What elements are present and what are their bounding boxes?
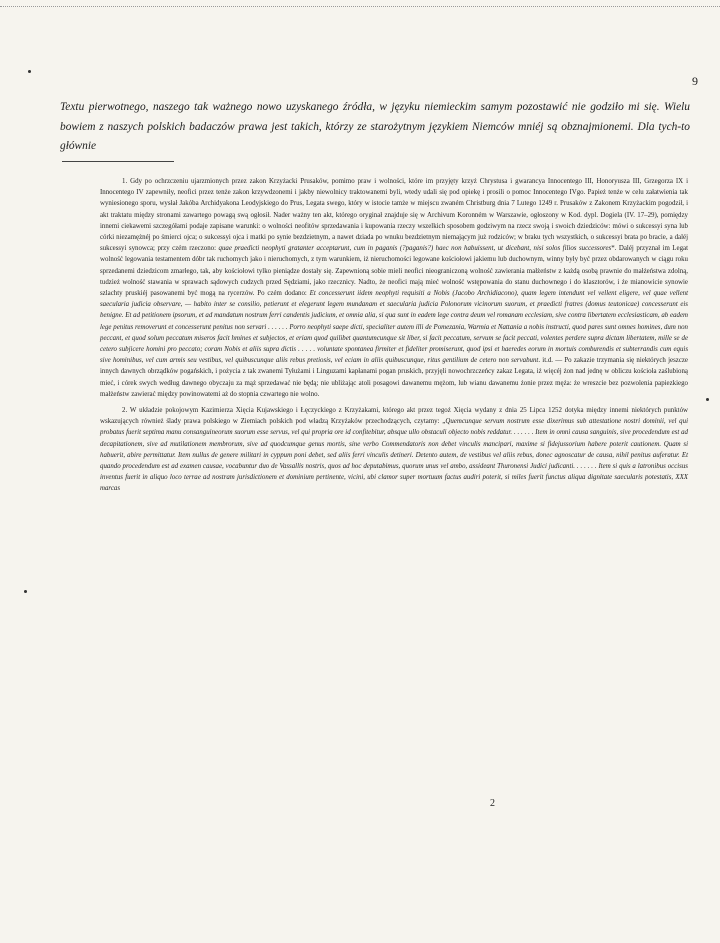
footnote-1-text: 1. Gdy po ochrzczeniu ujarzmionych przez zakon Krzyżacki Prusaków, pomimo praw i wolności, które im przyjęty krzyż Chrystusa i gwarancya Innocentego III, Honoryusza III, Grzegorza IX i Innocentego IV zapewniły, neofici przez tenże zakon krzywdzonemi i jakby niewolnicy traktowanemi byli, wtedy udali się pod opiekę i prosili o pomoc Innocentego IVgo. Papież tenże w celu załatwienia tak wyniesionego sporu, wysłał Jakóba Archidyakona Leodyjskiego do Prus, Legata swego, który w istocie tamże w miejscu zwaném Christburg dnia 7 Lutego 1249 r. Prusaków z Zakonem Krzyżackim pogodził, i akt traktatu między stronami zawartego powagą swą ogłosił. Nader ważny ten akt, którego oryginał znajduje się w Archivum Koronném w Warszawie, ogłoszony w Kod. dypl. Dogiela (IV. 17–29), pomiędzy innemi ciekawemi szczegółami podaje zapisane warunki: o wolności neofitów sprzedawania i kupowania rzeczy wszelkich sposobem godziwym na rzecz swoją i swoich dziedziców: mówi o sukcessyi syna lub córki niezamężnéj po śmierci ojca; o sukcessyi ojca i matki po synie bezdzietnym, a nawet dziada po wnuku bezdzietnym niemającym już rodziców; w braku tych wszystkich, o sukcessyi brata po bracie, a daléj sukcessyi synowca; przy czém rzeczono: [100, 178, 688, 253]
footnotes [100, 176, 688, 500]
footnote-1-latin-quote: quae praedicti neophyti gratanter acceptarunt, cum in paganis (?paganis?) haec non habuissent, ut dicebant, nisi solos filios successores [218, 245, 612, 253]
footnote-1 [100, 176, 688, 400]
printer-signature: 2 [490, 798, 495, 809]
scan-speck [706, 398, 709, 401]
footnote-1-text: . it.d. — Po zakazie trzymania się niektórych jeszcze innych dawnych obrządków pogańskich, i pożycia z tak zwanemi Tyłużami i Linguzami kapłanami pogan pruskich, przyjęli nowochrzczeńcy zakaz Legata, iż więcéj żon nad jednę w obliczu kościoła zaślubioną mieć, i córek swych według dawnego obyczaju za mąż sprzedawać nie będą; nie ubliżając atoli posagowi dawanemu mężom, lub wianu dawanemu żonie przez męża: że wreszcie bez pozwolenia papiezkiego małżeństw zawierać między powinowatemi aż do stopnia czwartego nie wolno. [100, 357, 688, 398]
footnote-separator [62, 161, 174, 162]
footnote-1-latin-quote: Et concesserunt iidem neophyti requisiti a Nobis (Jacobo Archidiacono), quam legem intendunt vel vellent eligere, vel quae vellent saecularia judicia observare, — habito inter se consilio, petierunt et elegerunt legem mundanam et saecularia judicia Polonorum vicinorum suorum, et praedicti fratres (domus teutonicae) concesserunt eis benigne. Et ad petitionem ipsorum, et ad mandatum nostrum ferri candentis judicium, et omnia alia, si qua sunt in eadem lege contra deum vel romanam ecclesiam, sive contra libertatem ecclesiasticam, ab eadem lege penitus removerunt et concesserunt penitus non servari . . . . . . Porro neophyti saepe dicti, specialiter autem illi de Pomezania, Warmia et Nattania a nobis instructi, quod pares sunt omnes homines, dum non peccant, et quod solum peccatum miseros facit hmines et subjectos, et eriam quod quilibet quantumcunque sit liber, si facit peccatum, servum se facit peccati, volentes perdere supra dictam libertatem, mille se de cetero subjicere homini pro peccato; coram Nobis et aliis supra dictis . . . . . voluntate spontanea firmiter et fideliter promiserunt, quod ipsi et haeredes eorum in mortuis comburendis et subterrandis cum equis sive hominibus, vel cum armis seu vestibus, vel quibuscunque aliis rebus pretiosis, vel eciam in aliis quibuscunque, ritus gentilium de cetero non servabunt [100, 290, 688, 365]
page-number: 9 [692, 74, 698, 88]
scan-speck [28, 70, 31, 73]
main-paragraph: Textu pierwotnego, naszego tak ważnego nowo uzyskanego źródła, w języku niemieckim samym pozostawić nie godziło mi się. Wielu bowiem z naszych polskich badaczów prawa jest takich, którzy ze starożytnym językiem Niemców mniéj są obznajmionemi. Dla tych-to głównie [60, 101, 690, 152]
footnote-2 [100, 405, 688, 495]
footnote-2-text: 2. W układzie pokojowym Kazimierza Xięcia Kujawskiego i Łęczyckiego z Krzyżakami, którego akt przez tegoż Xięcia wydany z dnia 25 Lipca 1252 dotyka między innemi niektórych punktów wskazujących również ślady prawa polskiego w Ziemiach polskich pod władzą Krzyżaków przechodzących, czytamy: „ [100, 407, 688, 426]
scan-edge-line [0, 6, 720, 7]
footnote-2-latin-quote: Quemcunque servum nostrum esse dixerimus sub attestatione nostri dominii, vel qui probatus fuerit septima manu consanguineorum suorum esse servus, vel qui propria ore id confitebitur, absque ullo obstaculi objecto nobis reddatur. . . . . . . Item in omni causa sanguinis, sive procedendum est ad decapitationem, sive ad mutilationem membrorum, sive ad quodcumque genus mortis, sine verbo Commendatoris non debet vinculis mancipari, maxime si fidejussorium habere poterit cautionem. Quam si habuerit, abire permittatur. Item nullus de genere militari in cyppum poni debet, sed aliis ferri vinculis detineri. Detento autem, de vestibus vel aliis rebus, donec agnoscatur de causa, nihil penitus auferatur. Et quando procedendum est ad examen causae, vocabuntur duo de Vassallis nostris, quos ad hoc deputabimus, quorum unus vel ambo, assideant Thuronensi Judici judicanti. . . . . . . Item si quis a latronibus occisus inventus fuerit in aliquo loco terrae ad nostram jurisdictionem et dominium pertinente, vicini, ubi clamor super mortuum factus audiri poterit, si miles fuerit functus aliqua dignitate saecularis potestatis, XXX marcas [100, 418, 688, 493]
footnote-1-text: *. Daléj przyznał im Legat wolność legowania testamentem dóbr tak ruchomych jako i nieruchomych, z tym warunkiem, iż nieruchomości legowane kościołowi jakiemu lub duchownym, winny były być przez obdarowanych w ciągu roku sprzedanemi dziedzicom zmarłego, tak, aby kościołowi tylko pieniądze dostały się. Zapewnioną sobie mieli neofici nieograniczoną wolność zawierania małżeństw z każdą osobą prawnie do małżeństwa zdolną, tudzież wolność stawania w sprawach sądowych cudzych przed Sędziami, jako rzecznicy. Nadto, że neofici mają mieć wolność wstępowania do stanu duchownego i do klasztorów, i że mianowicie synowie szlachty pruskiéj pasowanemi być mogą na rycerzów. Po czém dodano: [100, 245, 688, 298]
scan-speck [24, 590, 27, 593]
